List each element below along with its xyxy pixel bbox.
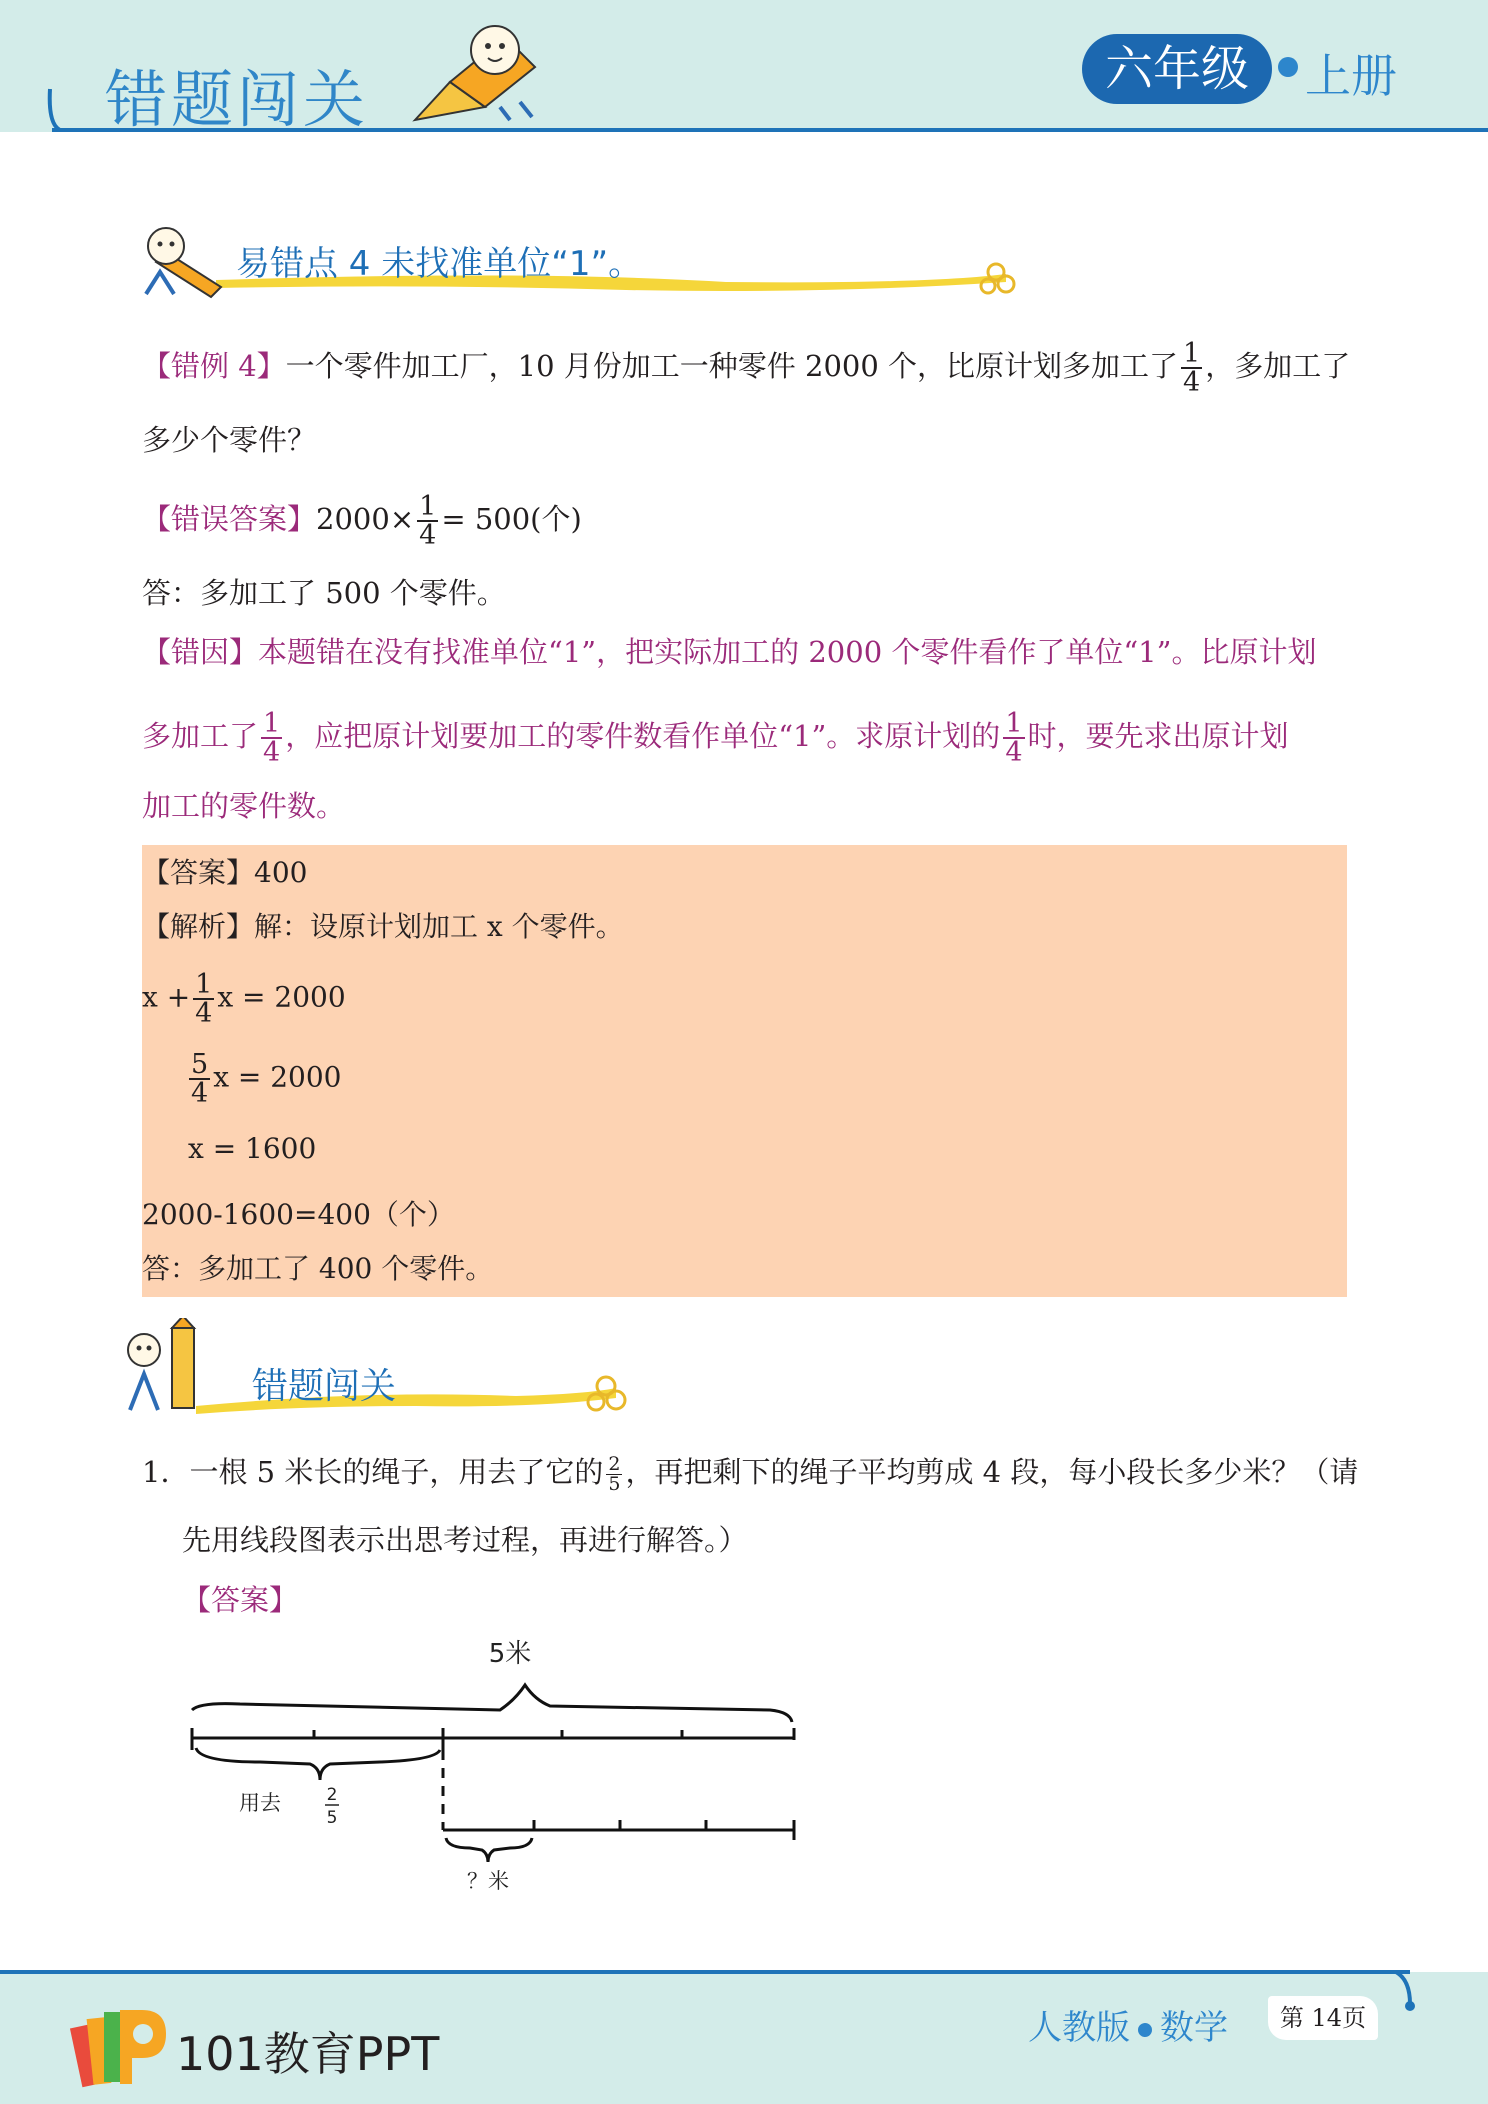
fraction: $\frac{1}{4}$ <box>419 491 437 551</box>
used-fraction-numerator: 2 <box>326 1785 338 1805</box>
example-text-end: ，多加工了 <box>1205 349 1351 383</box>
cause-line-3: 加工的零件数。 <box>142 789 346 823</box>
edition-subject-label <box>1028 2000 1228 2049</box>
example-text: 一个零件加工厂，10 月份加工一种零件 2000 个，比原计划多加工了 <box>285 349 1179 383</box>
separator-dot <box>1278 57 1298 77</box>
cause-text: 时，要先求出原计划 <box>1027 719 1289 753</box>
grade-badge: 六年级 <box>1082 34 1272 104</box>
final-answer-line: 答：多加工了 400 个零件。 <box>142 1252 494 1285</box>
fraction: $\frac{2}{5}$ <box>608 1452 621 1495</box>
eq-text: x = 2000 <box>213 1060 342 1094</box>
separator-dot <box>1138 2023 1152 2037</box>
brand-logo-text: 101教育PPT <box>176 2027 440 2081</box>
header-curl-decoration <box>40 84 80 134</box>
pencil-mascot-icon <box>116 1318 206 1418</box>
unknown-length-label: ？米 <box>467 1869 509 1893</box>
calculation-line: 2000-1600=400（个） <box>142 1198 455 1231</box>
fraction: $\frac{1}{4}$ <box>195 969 213 1029</box>
answer-box <box>142 845 1347 1297</box>
footer-divider <box>0 1970 1410 1974</box>
eq-text: x = 2000 <box>217 980 346 1014</box>
wrong-expr: 2000× <box>316 502 415 536</box>
fraction: $\frac{5}{4}$ <box>191 1049 209 1109</box>
fraction: $\frac{1}{4}$ <box>1183 338 1201 398</box>
answer-line: 【答案】400 <box>142 856 308 889</box>
answer-tag: 【答案】 <box>182 1583 299 1617</box>
fraction: $\frac{1}{4}$ <box>1005 708 1023 768</box>
wrong-expr-result: = 500(个) <box>441 502 582 536</box>
section2-title: 错题闯关 <box>252 1366 397 1407</box>
cause-line-2 <box>142 710 1289 766</box>
total-length-label: 5米 <box>488 1639 532 1669</box>
edition-label: 人教版 <box>1028 2008 1130 2048</box>
example-tag: 【错例 4】 <box>142 349 286 383</box>
unknown-brace <box>446 1838 532 1862</box>
wrong-answer-text: 答：多加工了 500 个零件。 <box>142 576 506 610</box>
question-text: 1．一根 5 米长的绳子，用去了它的 <box>142 1455 604 1489</box>
cause-text: 本题错在没有找准单位“1”，把实际加工的 2000 个零件看作了单位“1”。比原计划 <box>258 635 1317 669</box>
equation-3: x = 1600 <box>188 1132 317 1165</box>
used-fraction-denominator: 5 <box>326 1808 338 1828</box>
question-1-line-2: 先用线段图表示出思考过程，再进行解答。） <box>182 1523 748 1557</box>
equation-1 <box>142 971 346 1027</box>
example-line-2: 多少个零件？ <box>142 423 317 457</box>
page-number: 第 14页 <box>1268 1996 1378 2040</box>
example-line-1 <box>142 340 1350 396</box>
section1-title: 易错点 4 未找准单位“1”。 <box>236 244 643 284</box>
fraction: $\frac{1}{4}$ <box>263 708 281 768</box>
question-1-line-1 <box>142 1452 1358 1494</box>
cause-line-1 <box>142 632 1316 672</box>
equation-2 <box>186 1051 342 1107</box>
volume-label: 上册 <box>1305 49 1397 103</box>
eq-text: x + <box>142 980 191 1014</box>
used-label: 用去 <box>239 1791 281 1815</box>
line-segment-diagram <box>180 1630 820 1900</box>
cause-text: 多加工了 <box>142 719 259 753</box>
logo-icon <box>70 1996 170 2092</box>
wrong-answer-line <box>142 493 582 549</box>
header-title: 错题闯关 <box>105 63 370 136</box>
wrong-answer-tag: 【错误答案】 <box>142 502 317 536</box>
footer-curl-decoration <box>1392 1968 1422 2014</box>
subject-label: 数学 <box>1160 2008 1228 2048</box>
analysis-line: 【解析】解：设原计划加工 x 个零件。 <box>142 910 624 943</box>
used-brace <box>196 1748 440 1780</box>
cause-text: ，应把原计划要加工的零件数看作单位“1”。求原计划的 <box>285 719 1001 753</box>
mascot-icon <box>126 222 226 302</box>
question-text: ，再把剩下的绳子平均剪成 4 段，每小段长多少米？（请 <box>625 1455 1359 1489</box>
cause-tag: 【错因】 <box>142 635 259 669</box>
total-brace <box>192 1685 792 1722</box>
pencil-mascot-icon <box>410 12 545 122</box>
